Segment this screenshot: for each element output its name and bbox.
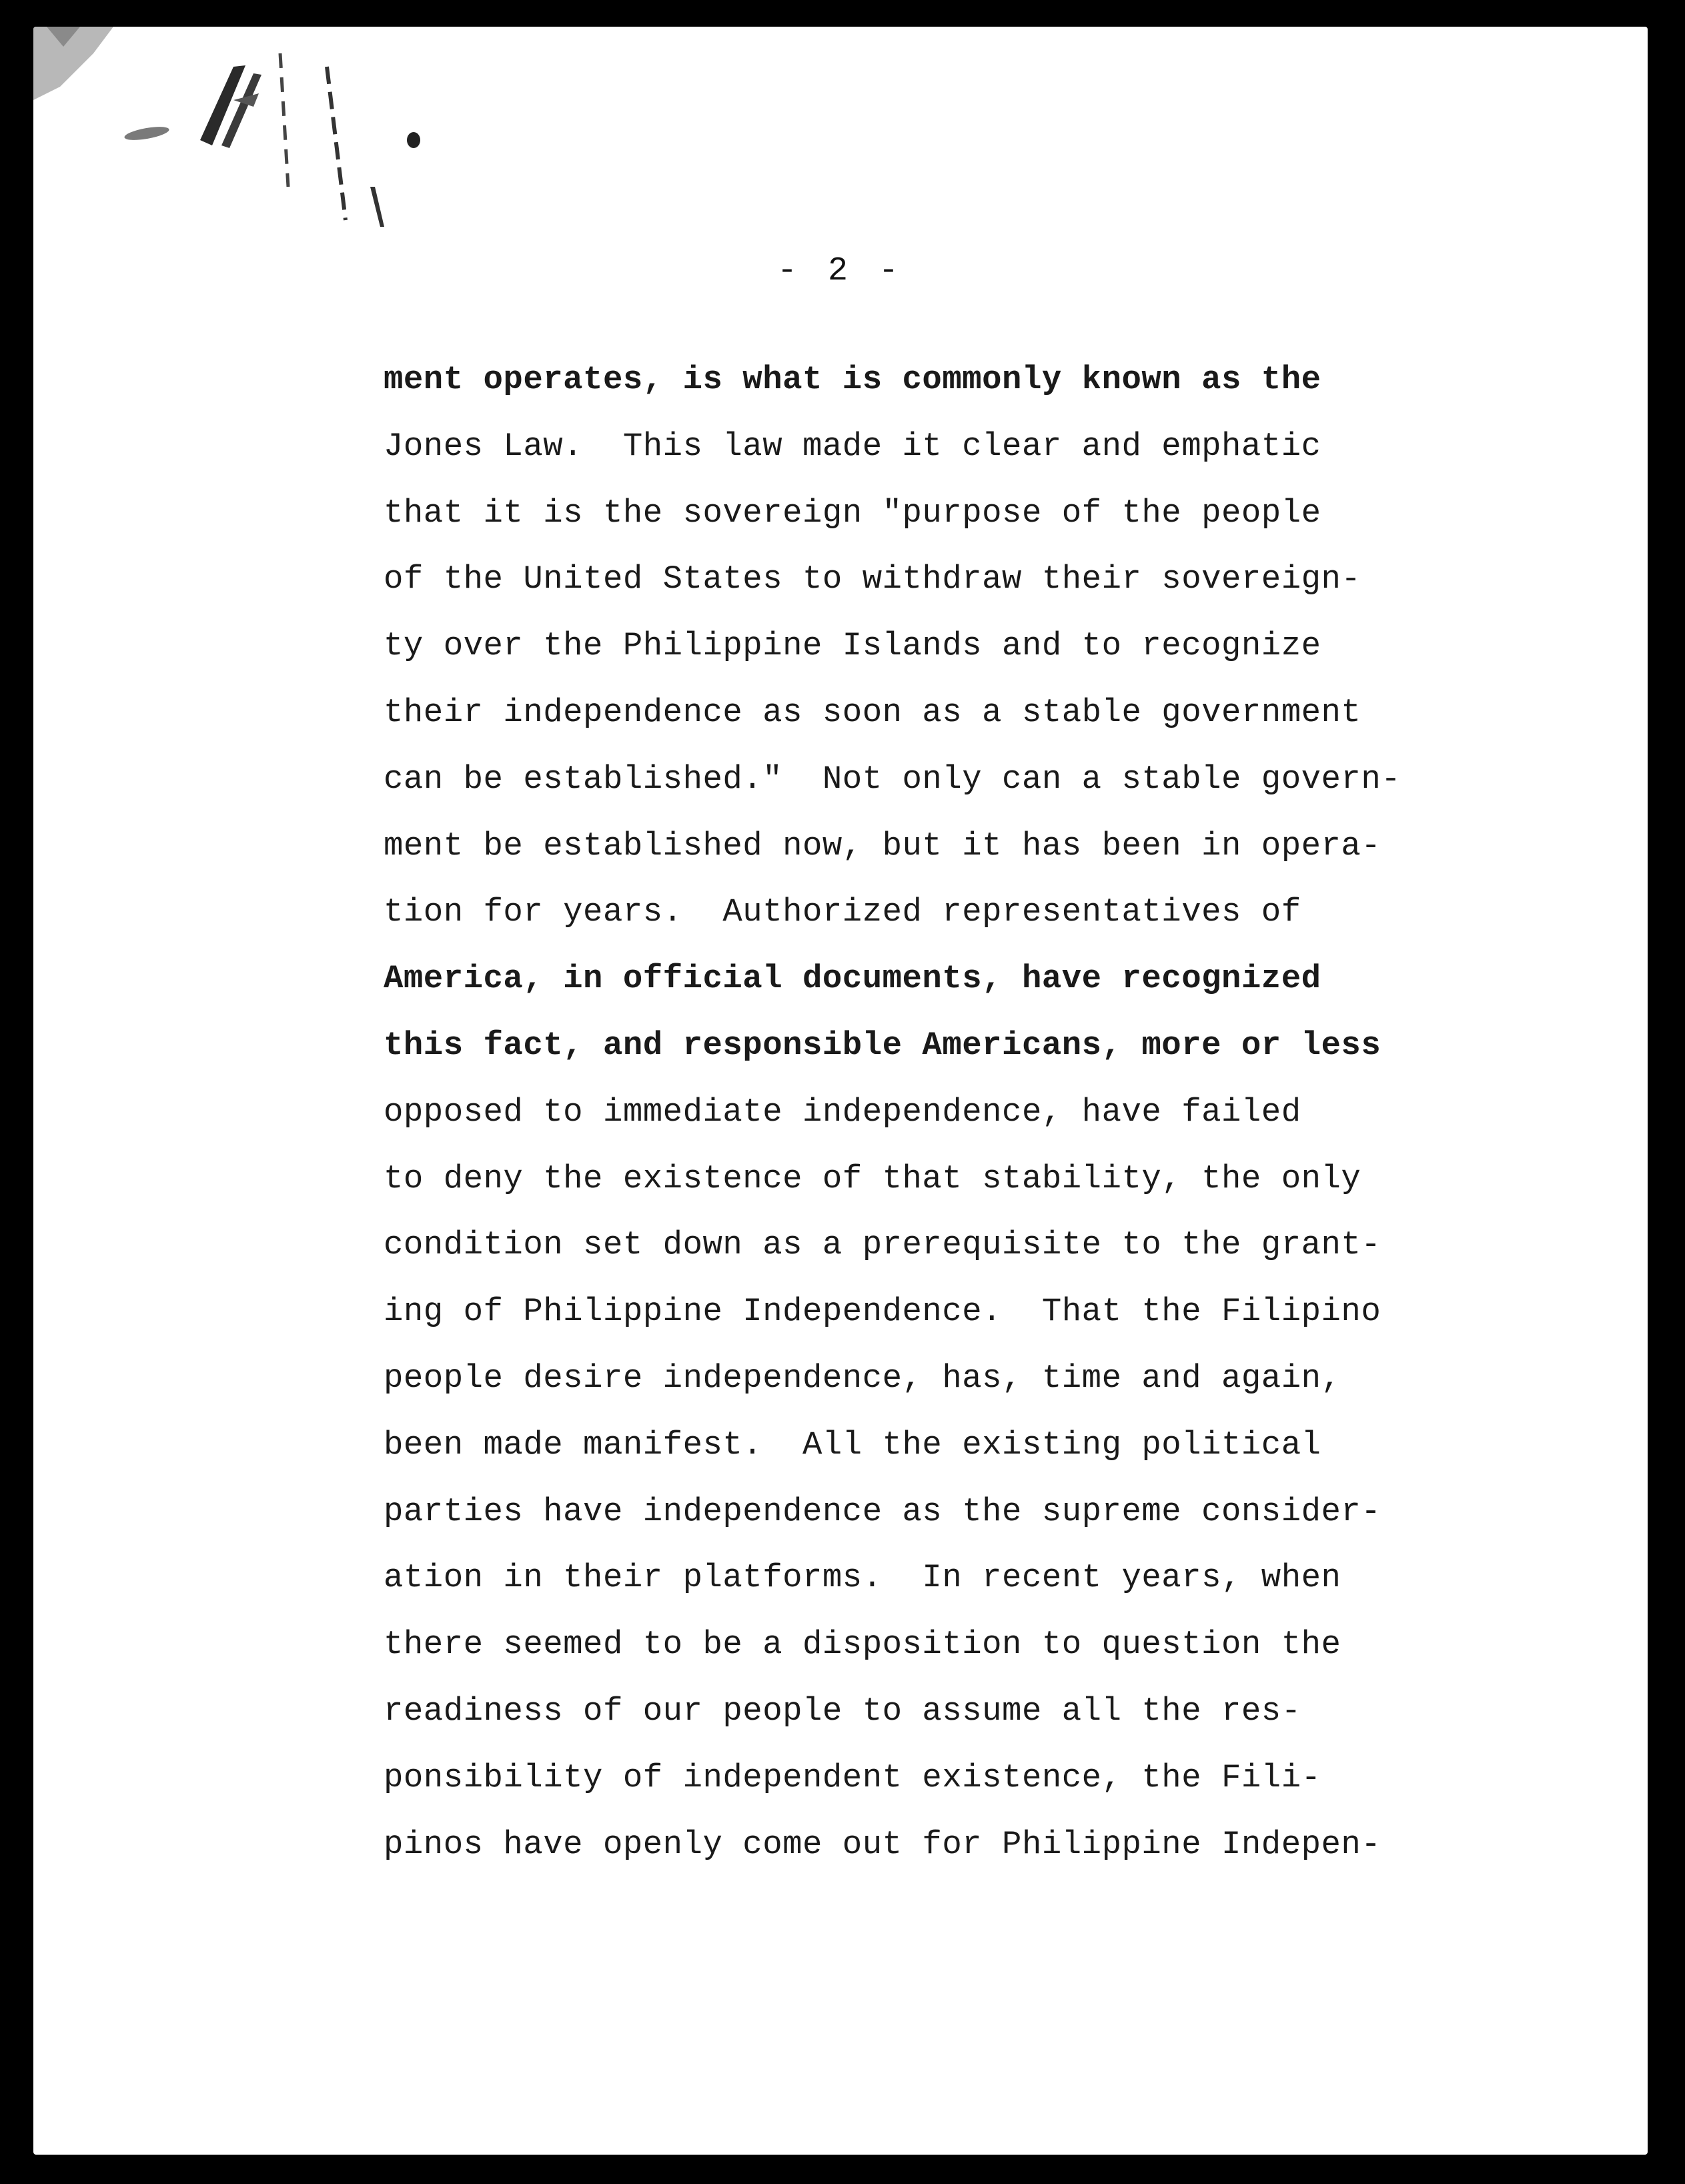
text-line: Jones Law. This law made it clear and emphatic bbox=[384, 427, 1321, 465]
text-line: of the United States to withdraw their sovereign- bbox=[384, 560, 1361, 598]
text-line: ty over the Philippine Islands and to recognize bbox=[384, 627, 1321, 665]
text-line: readiness of our people to assume all the res- bbox=[384, 1692, 1301, 1730]
text-line: ation in their platforms. In recent years, when bbox=[384, 1559, 1341, 1597]
ink-smudge-marks bbox=[33, 27, 500, 240]
text-line: this fact, and responsible Americans, more or less bbox=[384, 1026, 1381, 1064]
text-line: ponsibility of independent existence, the Fili- bbox=[384, 1758, 1321, 1796]
typed-paragraph bbox=[384, 347, 1518, 1878]
text-line: America, in official documents, have recognized bbox=[384, 960, 1321, 998]
text-line: that it is the sovereign "purpose of the people bbox=[384, 494, 1321, 532]
text-line: ment be established now, but it has been in opera- bbox=[384, 827, 1381, 865]
text-line: can be established." Not only can a stable govern- bbox=[384, 760, 1401, 798]
text-line: people desire independence, has, time and again, bbox=[384, 1359, 1341, 1397]
text-line: ing of Philippine Independence. That the Filipino bbox=[384, 1293, 1381, 1331]
text-line: their independence as soon as a stable government bbox=[384, 693, 1361, 731]
text-line: condition set down as a prerequisite to the grant- bbox=[384, 1226, 1381, 1264]
text-line: opposed to immediate independence, have failed bbox=[384, 1093, 1301, 1131]
document-page bbox=[33, 27, 1648, 2155]
text-line: tion for years. Authorized representatives of bbox=[384, 893, 1301, 931]
text-line: parties have independence as the supreme consider- bbox=[384, 1492, 1381, 1530]
text-line: to deny the existence of that stability, the only bbox=[384, 1159, 1361, 1197]
text-line: ment operates, is what is commonly known as the bbox=[384, 361, 1321, 398]
page-number: - 2 - bbox=[776, 252, 905, 290]
text-line: there seemed to be a disposition to question the bbox=[384, 1626, 1341, 1664]
text-line: pinos have openly come out for Philippine Indepen- bbox=[384, 1825, 1381, 1863]
text-line: been made manifest. All the existing political bbox=[384, 1426, 1321, 1464]
